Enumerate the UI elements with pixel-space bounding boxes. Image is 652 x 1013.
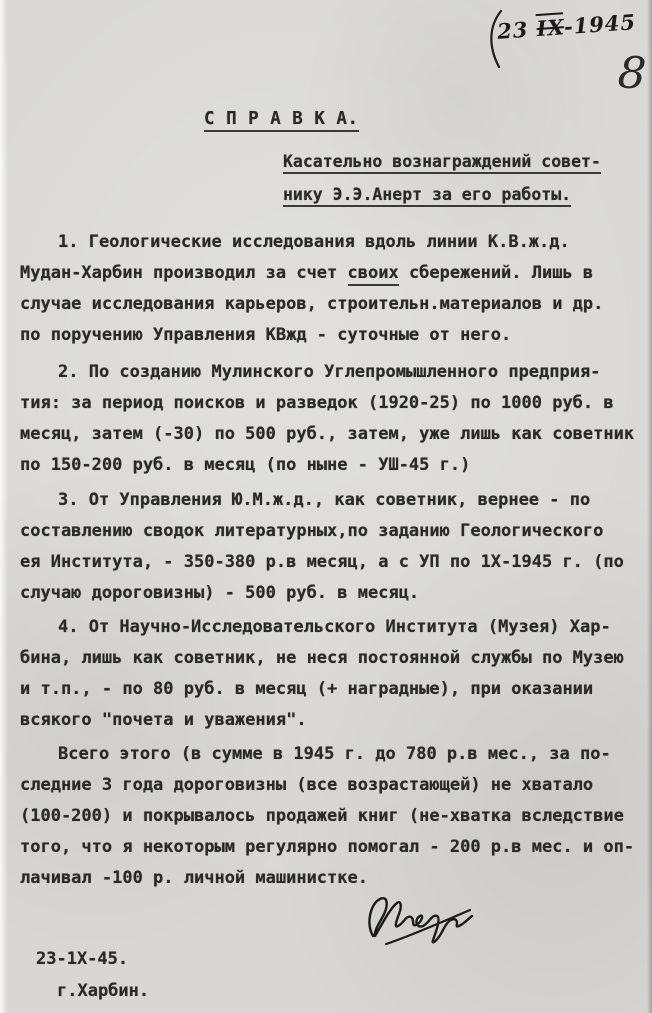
text-line: составлению сводок литературных,по заданию Геологического	[20, 521, 604, 541]
text-line: случае исследования карьеров, строительн.материалов и др.	[20, 294, 604, 314]
paragraph-2	[20, 362, 638, 486]
footer-place: г.Харбин.	[57, 981, 150, 1001]
text-line: по поручению Управления КВжд - суточные от него.	[20, 325, 512, 345]
handwritten-page-number: 8	[616, 47, 648, 100]
subject-line: нику Э.Э.Анерт за его работы.	[283, 185, 601, 218]
paragraph-3	[20, 490, 638, 614]
handwritten-date-year: -1945	[563, 9, 637, 40]
paragraph-5	[20, 744, 638, 899]
text-line: того, что я некоторым регулярно помогал - 200 р.в мес. и оп-	[20, 837, 635, 857]
handwritten-date-month: IX	[535, 14, 565, 42]
text-line: месяц, затем (-30) по 500 руб., затем, уже лишь как советник	[20, 424, 635, 444]
text-line: 1. Геологические исследования вдоль линии К.В.ж.д.	[58, 232, 570, 252]
text-line: тия: за период поисков и разведок (1920-25) по 1000 руб. в	[20, 393, 614, 413]
text-line: и т.п., - по 80 руб. в месяц (+ наградные), при оказании	[20, 679, 594, 699]
text-line: бина, лишь как советник, не неся постоянной службы по Музею	[20, 648, 624, 668]
text-line: случаю дороговизны) - 500 руб. в месяц.	[20, 583, 420, 603]
handwritten-date	[496, 9, 636, 44]
text-line: (100-200) и покрывалось продажей книг (не-хватка вследствие	[20, 806, 624, 826]
paragraph-1	[20, 232, 638, 356]
text-line: 3. От Управления Ю.М.ж.д., как советник, вернее - по	[58, 490, 591, 510]
text-line: 2. По созданию Мулинского Углепромышленного предприя-	[58, 362, 601, 382]
subject-line: Касательно вознаграждений совет-	[283, 152, 601, 185]
footer-date: 23-1Х-45.	[36, 949, 129, 969]
text-line: следние 3 года дороговизны (все возрастающей) не хватало	[20, 775, 594, 795]
text-line: Всего этого (в сумме в 1945 г. до 780 р.в мес., за по-	[58, 744, 611, 764]
handwritten-date-day: 23	[496, 16, 538, 44]
text-line: по 150-200 руб. в месяц (по ныне - УШ-45 г.)	[20, 455, 471, 475]
document-title: С П Р А В К А.	[204, 109, 359, 129]
text-line: 4. От Научно-Исследовательского Института (Музея) Хар-	[58, 617, 611, 637]
text-line: ея Института, - 350-380 р.в месяц, а с УП по 1Х-1945 г. (по	[20, 552, 624, 572]
document-subject	[283, 152, 601, 218]
text-line: лачивал -100 р. личной машинистке.	[20, 868, 368, 888]
paragraph-4	[20, 617, 638, 741]
underlined-word: своих	[348, 263, 399, 286]
text-line: всякого "почета и уважения".	[20, 710, 307, 730]
text-line: Мудан-Харбин производил за счет своих сбережений. Лишь в	[20, 263, 638, 294]
signature-handwriting	[358, 890, 480, 952]
